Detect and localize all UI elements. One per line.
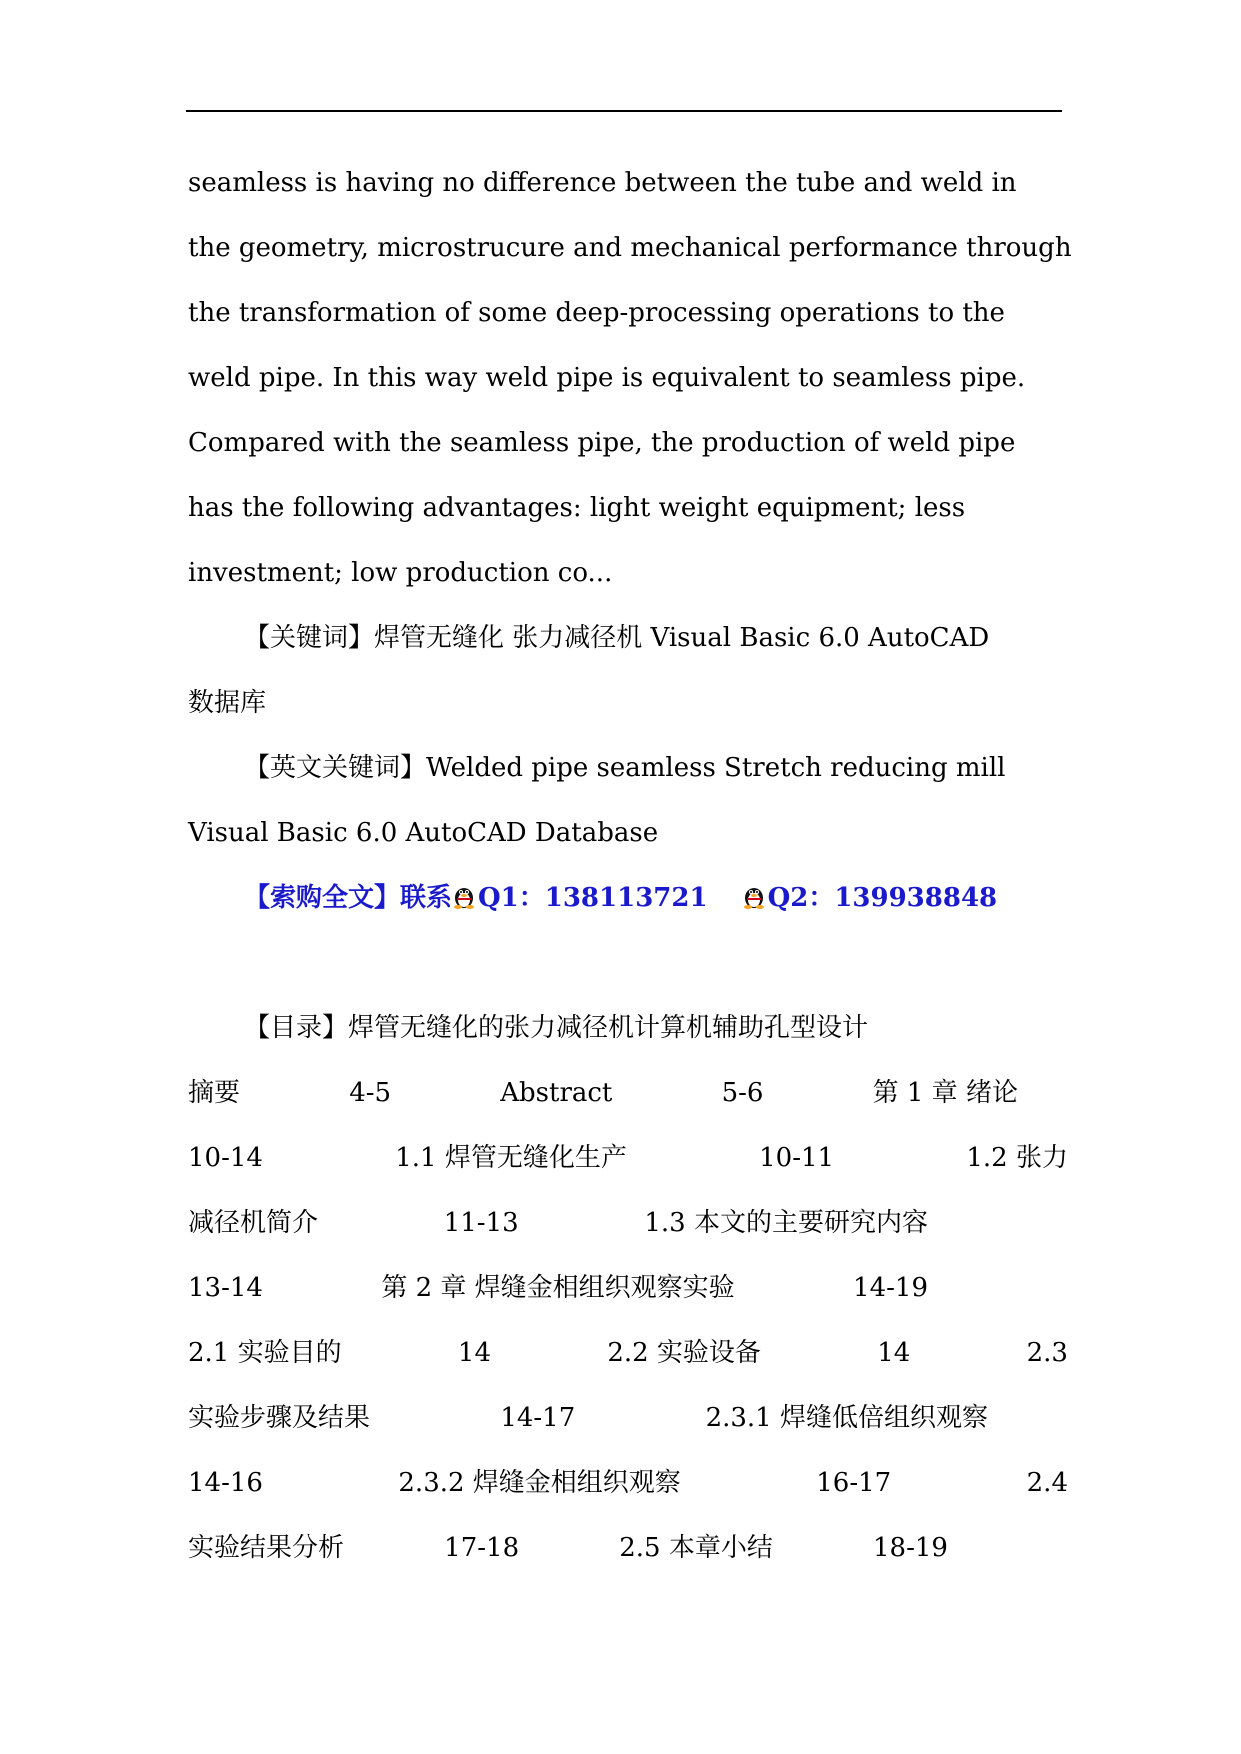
toc-entry: 2.3.2 焊缝金相组织观察 <box>398 1468 681 1498</box>
toc-entry: 2.3 <box>1026 1338 1068 1368</box>
toc-page: 13-14 <box>188 1273 263 1303</box>
toc-entry: 2.2 实验设备 <box>607 1338 761 1368</box>
qq2-link[interactable]: Q2：139938848 <box>767 883 998 913</box>
qq-penguin-icon <box>452 875 476 901</box>
toc-page: 10-11 <box>759 1143 835 1173</box>
toc-entry: 实验步骤及结果 <box>188 1403 371 1433</box>
toc-body <box>188 1067 1068 1587</box>
abstract-line: Compared with the seamless pipe, the production of weld pipe <box>188 428 1016 458</box>
toc-line <box>188 1197 928 1262</box>
toc-entry: 2.5 本章小结 <box>619 1533 773 1563</box>
toc-title: 焊管无缝化的张力减径机计算机辅助孔型设计 <box>348 1013 869 1043</box>
toc-entry: 1.1 焊管无缝化生产 <box>395 1143 627 1173</box>
toc-page: 14 <box>457 1338 492 1368</box>
toc-entry: 第 2 章 焊缝金相组织观察实验 <box>381 1273 735 1303</box>
toc-page: 5-6 <box>721 1078 764 1108</box>
abstract-line: seamless is having no difference between the tube and weld in <box>188 168 1017 198</box>
toc-entry: 2.1 实验目的 <box>188 1338 342 1368</box>
keywords-en-label: 【英文关键词】 <box>244 753 427 783</box>
keywords-en-line-2: Visual Basic 6.0 AutoCAD Database <box>188 818 659 848</box>
toc-entry: Abstract <box>500 1078 613 1108</box>
toc-line <box>188 1522 948 1587</box>
keywords-en-text: Welded pipe seamless Stretch reducing mill <box>426 753 1006 783</box>
keywords-text: 焊管无缝化 张力减径机 Visual Basic 6.0 AutoCAD <box>374 623 990 653</box>
toc-line <box>188 1457 1068 1522</box>
toc-page: 16-17 <box>816 1468 892 1498</box>
toc-heading <box>188 1002 1068 1067</box>
toc-page: 14-16 <box>188 1468 263 1498</box>
toc-line <box>188 1067 1018 1132</box>
qq1-link[interactable]: Q1：138113721 <box>478 883 708 913</box>
toc-entry: 2.4 <box>1026 1468 1068 1498</box>
toc-line <box>188 1262 928 1327</box>
toc-page: 17-18 <box>444 1533 520 1563</box>
header-rule <box>186 110 1062 112</box>
keywords-line-2: 数据库 <box>188 688 267 718</box>
abstract-line: has the following advantages: light weight equipment; less <box>188 493 966 523</box>
document-body <box>188 157 1072 1587</box>
toc-label: 【目录】 <box>244 1013 349 1043</box>
abstract-line: the transformation of some deep-processing operations to the <box>188 298 1005 328</box>
spacer <box>188 937 1068 1002</box>
toc-page: 4-5 <box>349 1078 392 1108</box>
abstract-line: the geometry, microstrucure and mechanical performance through <box>188 233 1072 263</box>
keywords-en-line <box>188 742 1068 807</box>
qq-penguin-icon <box>742 875 766 901</box>
abstract-line: investment; low production co... <box>188 558 613 588</box>
toc-page: 14-17 <box>500 1403 576 1433</box>
toc-line <box>188 1132 1068 1197</box>
toc-page: 11-13 <box>443 1208 519 1238</box>
toc-page: 14-19 <box>853 1273 928 1303</box>
toc-page: 14 <box>877 1338 911 1368</box>
keywords-label: 【关键词】 <box>244 623 375 653</box>
abstract-en <box>188 157 1072 612</box>
toc-page: 10-14 <box>188 1143 263 1173</box>
toc-page: 18-19 <box>873 1533 948 1563</box>
abstract-line: weld pipe. In this way weld pipe is equivalent to seamless pipe. <box>188 363 1026 393</box>
toc-entry: 实验结果分析 <box>188 1533 345 1563</box>
toc-entry: 2.3.1 焊缝低倍组织观察 <box>705 1403 988 1433</box>
toc-entry: 1.3 本文的主要研究内容 <box>644 1208 928 1238</box>
contact-line <box>188 872 1068 937</box>
toc-line <box>188 1392 988 1457</box>
toc-entry: 摘要 <box>188 1078 241 1108</box>
toc-entry: 减径机简介 <box>188 1208 319 1238</box>
toc-entry: 第 1 章 绪论 <box>872 1078 1018 1108</box>
contact-label: 【索购全文】联系 <box>244 883 453 913</box>
keywords-line <box>188 612 1068 677</box>
toc-entry: 1.2 张力 <box>966 1143 1068 1173</box>
toc-line <box>188 1327 1068 1392</box>
